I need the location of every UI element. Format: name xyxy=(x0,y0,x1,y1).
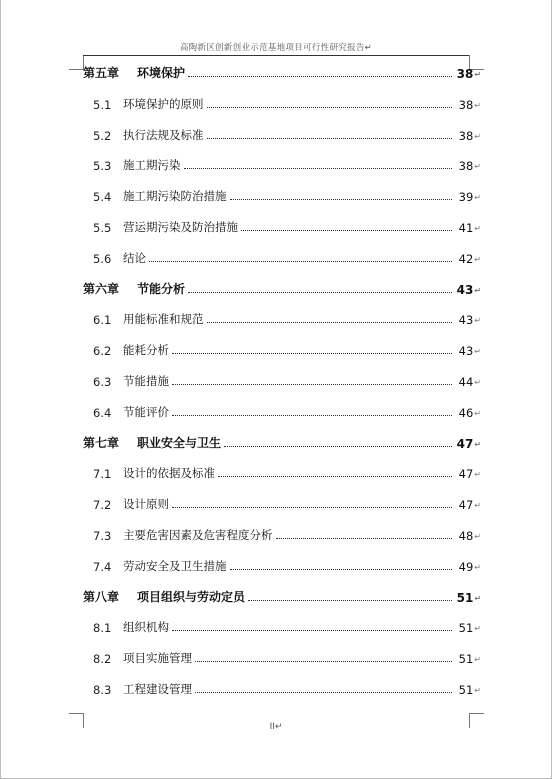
toc-entry-title: 劳动安全及卫生措施 xyxy=(123,558,227,573)
toc-page-number: 43 xyxy=(458,344,474,359)
toc-chapter-entry[interactable] xyxy=(83,585,481,605)
toc-dot-leader xyxy=(207,321,453,323)
toc-section-entry[interactable] xyxy=(83,369,481,389)
toc-section-entry[interactable] xyxy=(83,215,481,235)
toc-dot-leader xyxy=(188,291,452,293)
toc-entry-title: 组织机构 xyxy=(123,620,169,635)
toc-page-number: 46 xyxy=(458,405,474,420)
toc-page-number: 51 xyxy=(458,683,474,697)
toc-entry-number: 5.6 xyxy=(93,251,112,266)
toc-entry-number: 8.2 xyxy=(93,652,112,667)
toc-entry-title: 能耗分析 xyxy=(123,343,169,358)
toc-chapter-entry[interactable] xyxy=(83,61,481,81)
toc-section-entry[interactable] xyxy=(83,153,481,173)
toc-page-number: 43 xyxy=(456,282,474,297)
toc-page-number: 49 xyxy=(458,559,474,574)
paragraph-mark-icon: ↵ xyxy=(474,501,481,511)
toc-entry-number: 第五章 xyxy=(83,66,120,80)
toc-section-entry[interactable] xyxy=(83,461,481,481)
toc-section-entry[interactable] xyxy=(83,92,481,112)
toc-entry-number: 5.5 xyxy=(93,221,112,235)
toc-dot-leader xyxy=(207,106,453,108)
paragraph-mark-icon: ↵ xyxy=(474,378,481,387)
toc-dot-leader xyxy=(172,506,452,508)
toc-section-entry[interactable] xyxy=(83,400,481,420)
page-header: 高陶新区创新创业示范基地项目可行性研究报告↵ xyxy=(179,43,373,53)
paragraph-mark-icon: ↵ xyxy=(474,624,481,634)
toc-entry-number: 7.3 xyxy=(93,529,112,543)
toc-entry-number: 6.3 xyxy=(93,375,112,389)
toc-entry-title: 节能分析 xyxy=(137,281,186,296)
crop-mark-top-left xyxy=(69,55,84,70)
toc-entry-number: 5.2 xyxy=(93,128,112,143)
paragraph-mark-icon: ↵ xyxy=(474,162,481,172)
toc-entry-number: 6.4 xyxy=(93,405,112,420)
toc-entry-number: 7.2 xyxy=(93,498,112,513)
paragraph-mark-icon: ↵ xyxy=(474,193,481,203)
toc-dot-leader xyxy=(172,629,452,631)
toc-entry-title: 施工期污染 xyxy=(123,158,181,173)
toc-entry-title: 节能措施 xyxy=(123,374,169,388)
toc-entry-title: 项目实施管理 xyxy=(123,651,192,666)
toc-section-entry[interactable] xyxy=(83,123,481,143)
paragraph-mark-icon: ↵ xyxy=(474,100,481,110)
toc-page-number: 39 xyxy=(458,190,474,205)
paragraph-mark-icon: ↵ xyxy=(474,593,481,603)
toc-section-entry[interactable] xyxy=(83,554,481,574)
toc-section-entry[interactable] xyxy=(83,184,481,204)
toc-page-number: 38 xyxy=(458,128,474,143)
paragraph-mark-icon: ↵ xyxy=(474,408,481,418)
toc-entry-title: 环境保护的原则 xyxy=(123,96,204,111)
toc-page-number: 48 xyxy=(458,529,474,543)
toc-page-number: 43 xyxy=(458,313,474,328)
toc-page-number: 47 xyxy=(456,436,474,451)
toc-entry-title: 施工期污染防治措施 xyxy=(123,189,227,204)
toc-entry-number: 6.2 xyxy=(93,344,112,359)
toc-entry-title: 用能标准和规范 xyxy=(123,312,204,327)
toc-dot-leader xyxy=(149,260,452,262)
toc-dot-leader xyxy=(241,229,452,231)
paragraph-mark-icon: ↵ xyxy=(474,224,481,233)
toc-entry-number: 7.4 xyxy=(93,559,112,574)
toc-entry-title: 主要危害因素及危害程度分析 xyxy=(123,528,273,542)
toc-section-entry[interactable] xyxy=(83,246,481,266)
header-rule xyxy=(83,55,469,56)
toc-entry-title: 设计原则 xyxy=(123,497,169,512)
toc-dot-leader xyxy=(172,383,452,385)
toc-entry-title: 项目组织与劳动定员 xyxy=(137,589,246,604)
toc-entry-number: 5.4 xyxy=(93,190,112,205)
toc-section-entry[interactable] xyxy=(83,492,481,512)
toc-dot-leader xyxy=(188,75,452,77)
toc-entry-number: 6.1 xyxy=(93,313,112,328)
toc-section-entry[interactable] xyxy=(83,615,481,635)
toc-entry-number: 第六章 xyxy=(83,281,120,296)
paragraph-mark-icon: ↵ xyxy=(474,285,481,295)
toc-section-entry[interactable] xyxy=(83,677,481,697)
toc-section-entry[interactable] xyxy=(83,646,481,666)
toc-dot-leader xyxy=(207,137,453,139)
toc-entry-title: 执行法规及标准 xyxy=(123,127,204,142)
toc-dot-leader xyxy=(230,198,453,200)
toc-dot-leader xyxy=(276,537,453,539)
toc-dot-leader xyxy=(218,475,452,477)
paragraph-mark-icon: ↵ xyxy=(474,655,481,665)
toc-page-number: 47 xyxy=(458,467,474,482)
toc-page-number: 38 xyxy=(458,97,474,112)
toc-chapter-entry[interactable] xyxy=(83,277,481,297)
toc-entry-title: 环境保护 xyxy=(137,66,186,80)
paragraph-mark-icon: ↵ xyxy=(474,131,481,141)
toc-entry-number: 5.3 xyxy=(93,159,112,174)
toc-dot-leader xyxy=(195,660,452,662)
toc-entry-number: 第八章 xyxy=(83,589,120,604)
toc-entry-number: 7.1 xyxy=(93,467,112,482)
toc-page-number: 38 xyxy=(458,159,474,174)
page-number-footer: II↵ xyxy=(269,722,283,732)
toc-entry-title: 节能评价 xyxy=(123,404,169,419)
toc-dot-leader xyxy=(230,568,453,570)
paragraph-mark-icon: ↵ xyxy=(474,562,481,572)
page-edge-left xyxy=(0,0,1,779)
toc-entry-title: 工程建设管理 xyxy=(123,682,192,696)
paragraph-mark-icon: ↵ xyxy=(474,70,481,79)
toc-section-entry[interactable] xyxy=(83,307,481,327)
toc-page-number: 51 xyxy=(458,621,474,636)
toc-entry-title: 结论 xyxy=(123,250,146,265)
paragraph-mark-icon: ↵ xyxy=(474,470,481,480)
toc-entry-number: 5.1 xyxy=(93,97,112,112)
toc-page-number: 41 xyxy=(458,221,474,235)
toc-page-number: 44 xyxy=(458,375,474,389)
toc-dot-leader xyxy=(195,691,452,693)
toc-page-number: 51 xyxy=(458,652,474,667)
paragraph-mark-icon: ↵ xyxy=(474,532,481,541)
toc-page-number: 47 xyxy=(458,498,474,513)
toc-section-entry[interactable] xyxy=(83,523,481,543)
toc-page-number: 51 xyxy=(456,590,474,605)
paragraph-mark-icon: ↵ xyxy=(474,347,481,357)
toc-dot-leader xyxy=(224,445,452,447)
toc-dot-leader xyxy=(248,599,452,601)
paragraph-mark-icon: ↵ xyxy=(474,316,481,326)
toc-entry-number: 8.1 xyxy=(93,621,112,636)
toc-entry-number: 第七章 xyxy=(83,435,120,450)
paragraph-mark-icon: ↵ xyxy=(474,439,481,449)
toc-chapter-entry[interactable] xyxy=(83,431,481,451)
toc-dot-leader xyxy=(184,167,453,169)
toc-entry-title: 设计的依据及标准 xyxy=(123,466,215,481)
paragraph-mark-icon: ↵ xyxy=(474,686,481,695)
toc-entry-title: 职业安全与卫生 xyxy=(137,435,222,450)
toc-entry-number: 8.3 xyxy=(93,683,112,697)
paragraph-mark-icon: ↵ xyxy=(474,254,481,264)
toc-page-number: 42 xyxy=(458,251,474,266)
toc-entry-title: 营运期污染及防治措施 xyxy=(123,220,238,234)
toc-section-entry[interactable] xyxy=(83,338,481,358)
toc-page-number: 38 xyxy=(456,67,474,81)
toc-dot-leader xyxy=(172,414,452,416)
toc-dot-leader xyxy=(172,352,452,354)
